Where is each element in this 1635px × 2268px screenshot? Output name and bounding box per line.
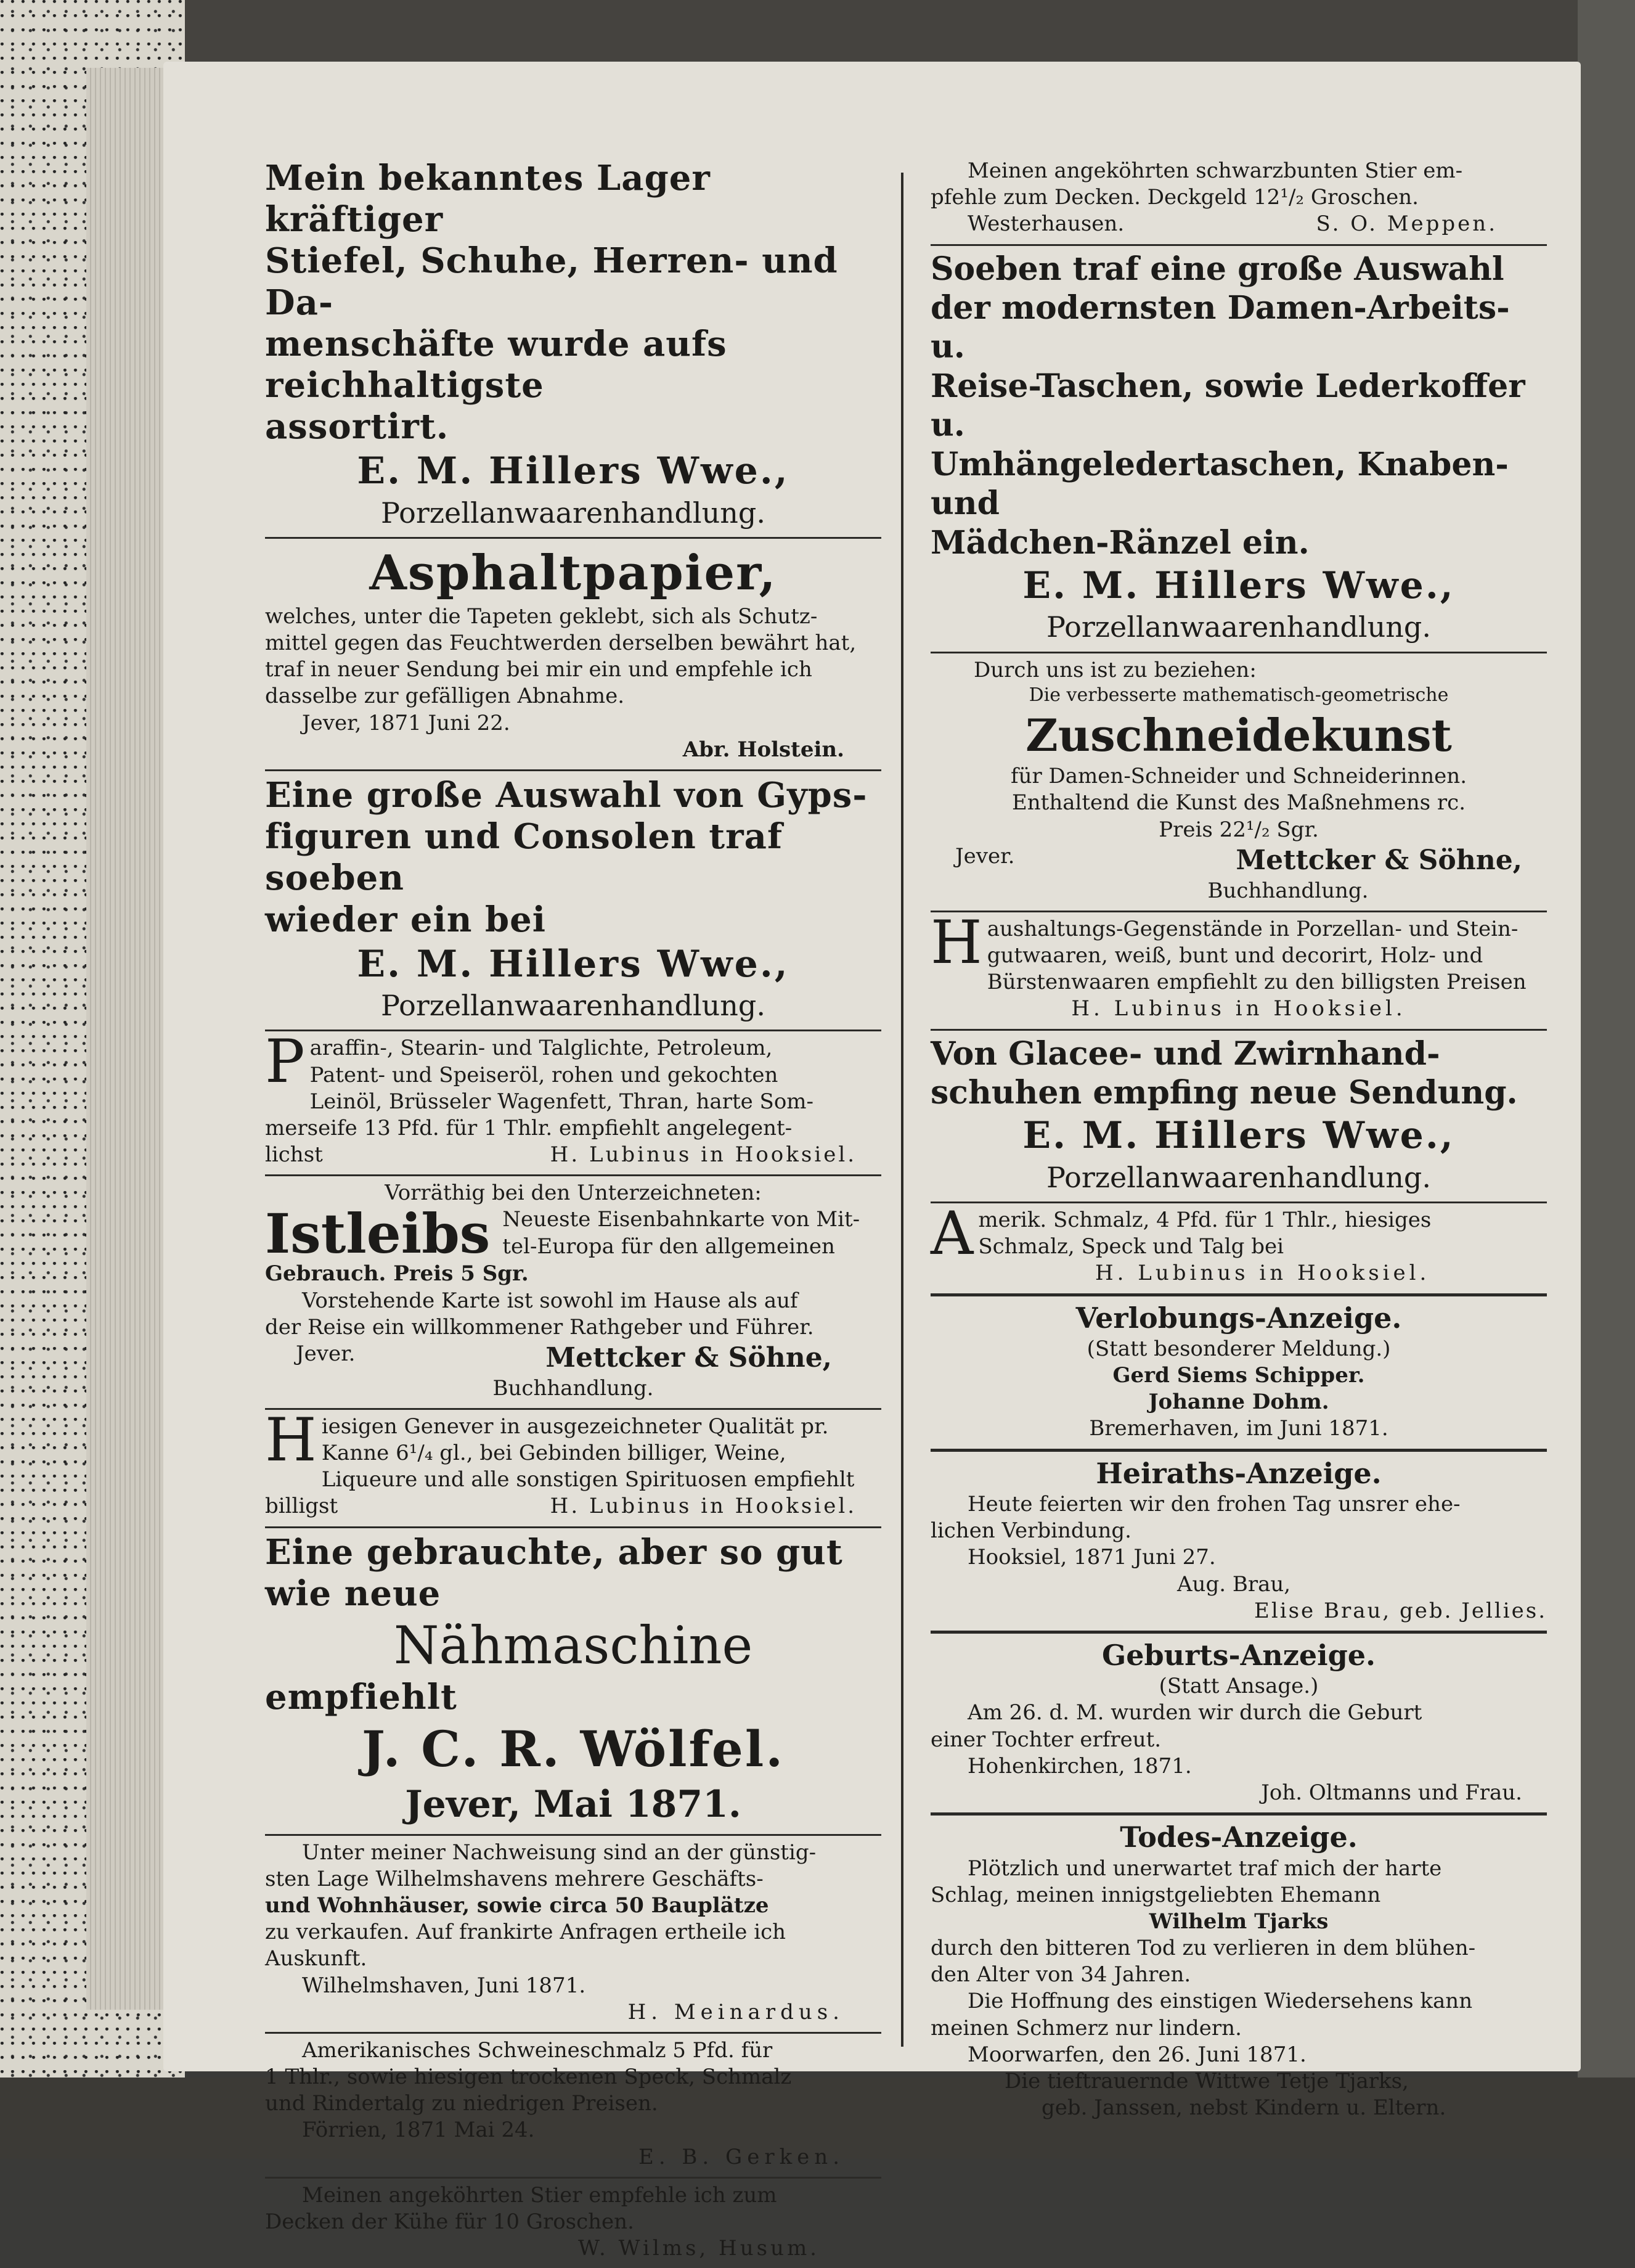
ad-hillers-handschuhe: Von Glacee- und Zwirnhand- schuhen empfing neue Sendung. E. M. Hillers Wwe., Porzellanwaarenhandlung.: [931, 1031, 1547, 1203]
ad-signature: W. Wilms, Husum.: [578, 2236, 820, 2261]
announcement-date: Hohenkirchen, 1871.: [968, 1753, 1192, 1779]
ad-signature: H. Lubinus in Hooksiel.: [1095, 1261, 1430, 1286]
ad-date: Wilhelmshaven, Juni 1871.: [302, 1973, 586, 1998]
announcement-date: Moorwarfen, den 26. Juni 1871.: [968, 2042, 1307, 2067]
announcement-heirath: Heiraths-Anzeige. Heute feierten wir den frohen Tag unsrer ehe- lichen Verbindung. Hooksiel, 1871 Juni 27. Aug. Brau, Elise Brau, geb. Jellies.: [931, 1452, 1547, 1634]
ad-signature: H. Lubinus in Hooksiel.: [550, 1494, 857, 1519]
announcement-tod: Todes-Anzeige. Plötzlich und unerwartet traf mich der harte Schlag, meinen innigstgeliebten Ehemann Wilhelm Tjarks durch den bitteren Tod zu verlieren in dem blühen- den Alter von 34 Jahren. Die Hoffnung des einstigen Wiedersehens kann meinen Schmerz nur lindern. Moorwarfen, den 26. Juni 1871. Die tieftrauernde Wittwe Tetje Tjarks, geb. Janssen, nebst Kindern u. Eltern.: [931, 1816, 1547, 2127]
announcement-signature: Die tieftrauernde Wittwe Tetje Tjarks,: [1005, 2068, 1409, 2094]
ad-lubinus-haushalt: H aushaltungs-Gegenstände in Porzellan- und Stein- gutwaaren, weiß, bunt und decorirt, Holz- und Bürstenwaaren empfiehlt zu den billigsten Preisen H. Lubinus in Hooksiel.: [931, 912, 1547, 1031]
ad-meinardus: Unter meiner Nachweisung sind an der günstig- sten Lage Wilhelmshavens mehrere Geschäfts- und Wohnhäuser, sowie circa 50 Bauplätze zu verkaufen. Auf frankirte Anfragen ertheile ich Auskunft. Wilhelmshaven, Juni 1871. H. Meinardus.: [265, 1836, 881, 2034]
scan-background-right: [1578, 0, 1635, 2158]
ad-meppen-stier: Meinen angeköhrten schwarzbunten Stier em- pfehle zum Decken. Deckgeld 12¹/₂ Groschen. Westerhausen. S. O. Meppen.: [931, 154, 1547, 246]
ad-intro: Vorräthig bei den Unterzeichneten:: [385, 1181, 762, 1206]
ad-place: Jever.: [296, 1341, 356, 1366]
announcement-signature: Joh. Oltmanns und Frau.: [1261, 1780, 1522, 1805]
announcement-heading: Verlobungs-Anzeige.: [1075, 1301, 1402, 1335]
firm-subtitle: Porzellanwaarenhandlung.: [1046, 1160, 1431, 1194]
ad-title: Zuschneidekunst: [1025, 708, 1452, 761]
right-column: [931, 154, 1547, 2127]
ad-signature: H. Lubinus in Hooksiel.: [1071, 996, 1406, 1021]
drop-capital: H: [931, 907, 982, 977]
ad-title: Istleibs: [265, 1202, 491, 1266]
firm-subtitle: Buchhandlung.: [1207, 878, 1369, 903]
column-divider: [901, 173, 903, 2047]
ad-lubinus-schmalz: A merik. Schmalz, 4 Pfd. für 1 Thlr., hiesiges Schmalz, Speck und Talg bei H. Lubinus in Hooksiel.: [931, 1203, 1547, 1296]
ad-signature: H. Meinardus.: [627, 1999, 844, 2024]
ad-intro: Durch uns ist zu beziehen:: [974, 657, 1257, 682]
ad-date: Jever, 1871 Juni 22.: [302, 710, 510, 735]
person-name: Wilhelm Tjarks: [1149, 1909, 1329, 1934]
ad-signature: Abr. Holstein.: [682, 737, 844, 762]
ad-headline: Mein bekanntes Lager kräftiger Stiefel, Schuhe, Herren- und Da- menschäfte wurde aufs reichhaltigste assortirt.: [265, 158, 838, 448]
firm-name: E. M. Hillers Wwe.,: [1022, 1114, 1455, 1158]
ad-signature: H. Lubinus in Hooksiel.: [550, 1142, 857, 1168]
ad-asphaltpapier: [265, 539, 881, 771]
firm-name: E. M. Hillers Wwe.,: [357, 942, 789, 986]
announcement-verlobung: Verlobungs-Anzeige. (Statt besonderer Meldung.) Gerd Siems Schipper. Johanne Dohm. Bremerhaven, im Juni 1871.: [931, 1296, 1547, 1452]
ad-wilms: Meinen angeköhrten Stier empfehle ich zum Decken der Kühe für 10 Groschen. W. Wilms, Husum.: [265, 2179, 881, 2268]
ad-title: Asphaltpapier,: [369, 544, 777, 601]
scan-background-top: [0, 0, 1635, 68]
ad-price: Preis 22¹/₂ Sgr.: [1159, 817, 1319, 842]
firm-subtitle: Porzellanwaarenhandlung.: [1046, 610, 1431, 644]
announcement-signature: geb. Janssen, nebst Kindern u. Eltern.: [1042, 2095, 1446, 2121]
ad-body: welches, unter die Tapeten geklebt, sich als Schutz- mittel gegen das Feuchtwerden derselben bewährt hat, traf in neuer Sendung bei mir ein und empfehle ich dasselbe zur gefälligen Abnahme.: [265, 604, 857, 709]
ad-lubinus-genever: H iesigen Genever in ausgezeichneter Qualität pr. Kanne 6¹/₄ gl., bei Gebinden billiger, Weine, Liqueure und alle sonstigen Spirituosen empfiehlt billigst H. Lubinus in Hooksiel.: [265, 1410, 881, 1528]
ad-place: Westerhausen.: [968, 211, 1125, 237]
drop-capital: P: [265, 1027, 305, 1097]
firm-name: J. C. R. Wölfel.: [361, 1719, 785, 1778]
left-column: [265, 154, 881, 2268]
ad-title: Nähmaschine: [393, 1615, 753, 1676]
announcement-heading: Todes-Anzeige.: [1120, 1820, 1358, 1854]
ad-date: Förrien, 1871 Mai 24.: [302, 2118, 535, 2143]
ad-signature: S. O. Meppen.: [1316, 211, 1498, 237]
firm-name: E. M. Hillers Wwe.,: [357, 449, 789, 493]
person-name: Gerd Siems Schipper.: [1112, 1363, 1365, 1388]
ad-woelfel-naehmaschine: Eine gebrauchte, aber so gut wie neue Nähmaschine empfiehlt J. C. R. Wölfel. Jever, Mai 1871.: [265, 1528, 881, 1836]
drop-capital: H: [265, 1405, 317, 1475]
person-name: Aug. Brau,: [1177, 1571, 1291, 1597]
firm-name: Mettcker & Söhne,: [1236, 844, 1522, 876]
firm-subtitle: Porzellanwaarenhandlung.: [381, 496, 765, 530]
ad-signature: E. B. Gerken.: [638, 2144, 844, 2169]
ad-istleib-karte: Vorräthig bei den Unterzeichneten: Istleibs Neueste Eisenbahnkarte von Mit- tel-Europa für den allgemeinen Gebrauch. Preis 5 Sgr. Vorstehende Karte ist sowohl im Hause als auf der Reise ein willkommener Rathgeber und Führer. Jever. Mettcker & Söhne, Buchhandlung.: [265, 1176, 881, 1410]
firm-name: Mettcker & Söhne,: [545, 1341, 832, 1373]
ad-hillers-gyps: [265, 771, 881, 1031]
ad-hillers-stiefel: [265, 154, 881, 539]
ad-headline: Eine große Auswahl von Gyps- figuren und Consolen traf soeben wieder ein bei: [265, 774, 868, 940]
firm-name: E. M. Hillers Wwe.,: [1022, 564, 1455, 608]
ad-zuschneidekunst: Durch uns ist zu beziehen: Die verbesserte mathematisch-geometrische Zuschneidekunst für Damen-Schneider und Schneiderinnen. Enthaltend die Kunst des Maßnehmens rc. Preis 22¹/₂ Sgr. Jever. Mettcker & Söhne, Buchhandlung.: [931, 653, 1547, 912]
announcement-date: Bremerhaven, im Juni 1871.: [1089, 1416, 1388, 1441]
person-name: Johanne Dohm.: [1148, 1390, 1329, 1415]
ad-footer: lichst H. Lubinus in Hooksiel.: [265, 1142, 881, 1168]
ad-place: Jever, Mai 1871.: [405, 1782, 741, 1826]
ad-hillers-taschen: Soeben traf eine große Auswahl der modernsten Damen-Arbeits- u. Reise-Taschen, sowie Lederkoffer u. Umhängeledertaschen, Knaben- und Mädchen-Ränzel ein. E. M. Hillers Wwe., Porzellanwaarenhandlung.: [931, 246, 1547, 653]
announcement-geburt: Geburts-Anzeige. (Statt Ansage.) Am 26. d. M. wurden wir durch die Geburt einer Tochter erfreut. Hohenkirchen, 1871. Joh. Oltmanns und Frau.: [931, 1634, 1547, 1816]
person-name: Elise Brau, geb. Jellies.: [1254, 1598, 1547, 1623]
ad-lubinus-paraffin: P araffin-, Stearin- und Talglichte, Petroleum, Patent- und Speiseröl, rohen und gekochten Leinöl, Brüsseler Wagenfett, Thran, harte Som- merseife 13 Pfd. für 1 Thlr. empfiehlt angelegent- lichst H. Lubinus in Hooksiel.: [265, 1031, 881, 1176]
firm-subtitle: Buchhandlung.: [492, 1375, 654, 1401]
ad-gerken: Amerikanisches Schweineschmalz 5 Pfd. für 1 Thlr., sowie hiesigen trockenen Speck, Schmalz und Rindertalg zu niedrigen Preisen. Förrien, 1871 Mai 24. E. B. Gerken.: [265, 2034, 881, 2179]
announcement-heading: Geburts-Anzeige.: [1101, 1638, 1376, 1672]
ad-place: Jever.: [955, 843, 1015, 869]
firm-subtitle: Porzellanwaarenhandlung.: [381, 988, 765, 1022]
announcement-heading: Heiraths-Anzeige.: [1096, 1456, 1382, 1490]
drop-capital: A: [931, 1199, 974, 1269]
announcement-date: Hooksiel, 1871 Juni 27.: [968, 1545, 1216, 1570]
ad-price: Gebrauch. Preis 5 Sgr.: [265, 1261, 529, 1287]
